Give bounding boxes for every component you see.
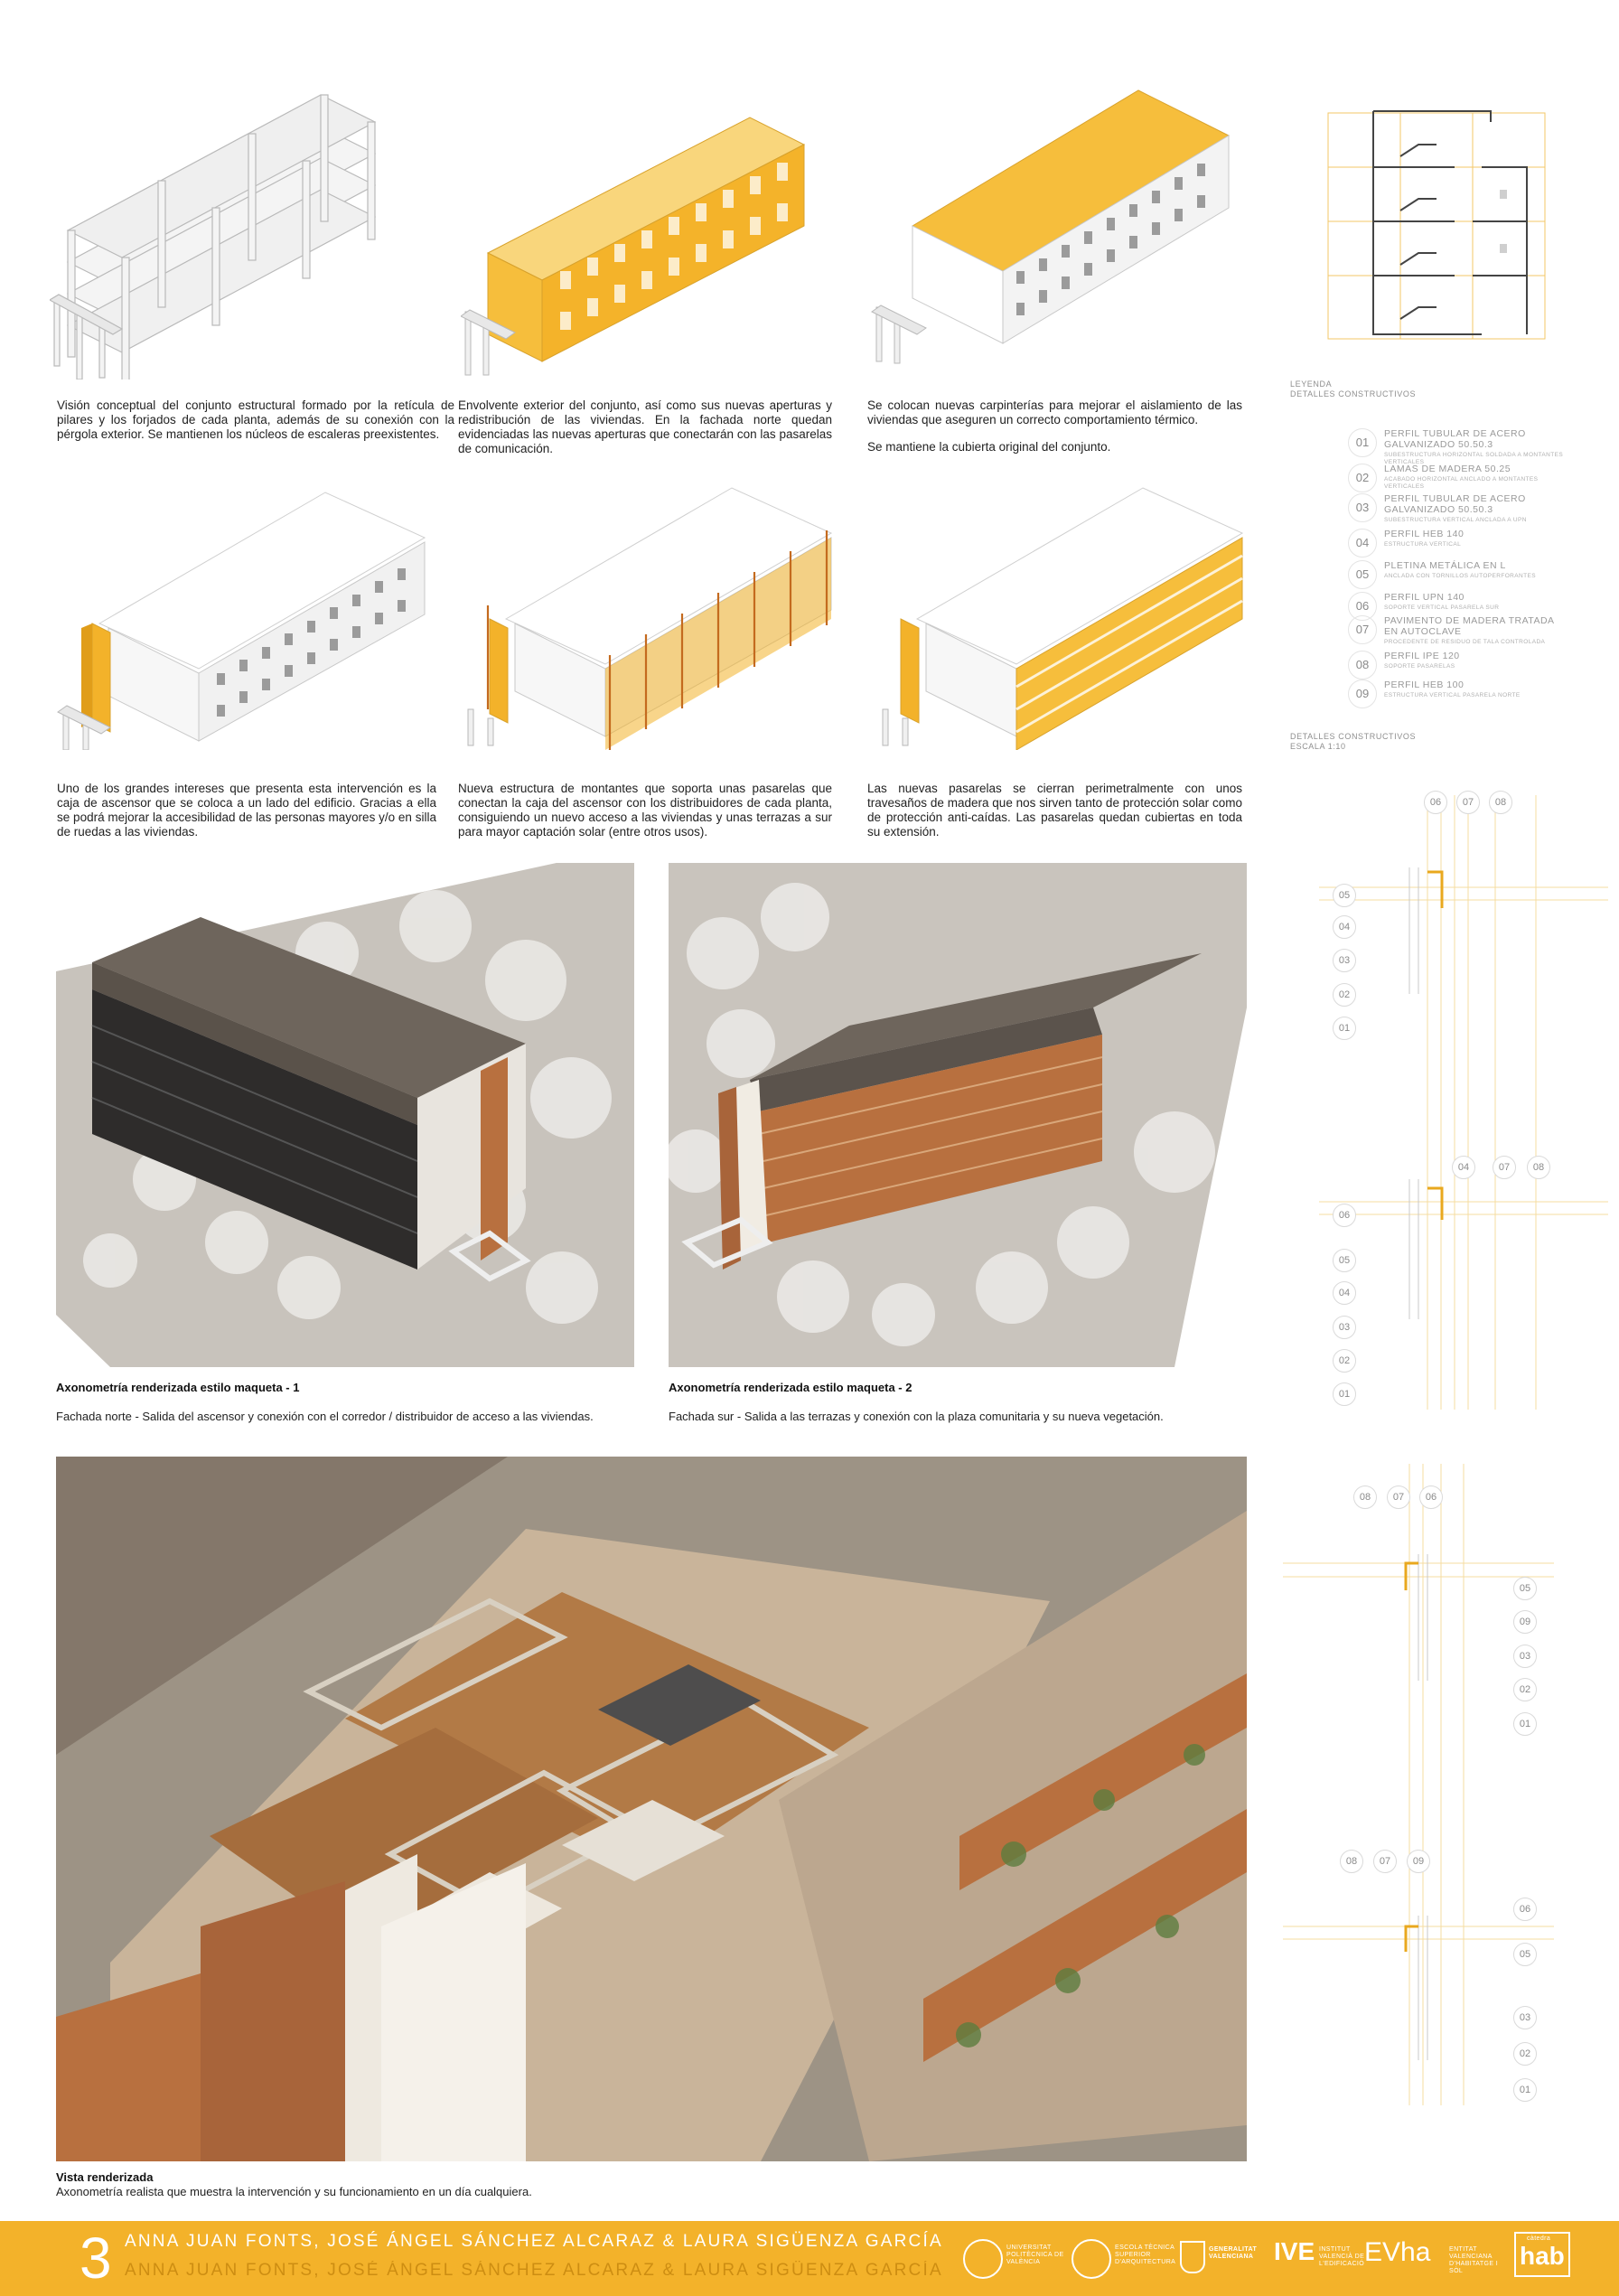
render2-text: Fachada sur - Salida a las terrazas y conexión con la plaza comunitaria y su nueva vegetación. — [669, 1410, 1164, 1423]
construction-details — [1283, 777, 1619, 2105]
legend-item: 03 PERFIL TUBULAR DE ACERO GALVANIZADO 50.50.3 SUBESTRUCTURA VERTICAL ANCLADA A UPN — [1348, 493, 1574, 526]
legend-item: 07 PAVIMENTO DE MADERA TRATADA EN AUTOCLAVE PROCEDENTE DE RESIDUO DE TALA CONTROLADA — [1348, 615, 1574, 648]
render1-title: Axonometría renderizada estilo maqueta - 1 — [56, 1381, 300, 1394]
walkway-caption: Nueva estructura de montantes que soporta unas pasarelas que conectan la caja del ascensor con los distribuidores de cada planta, consiguiendo un nuevo acceso a las viviendas y unas terrazas a sur para mayor captación solar (entre otros usos). — [458, 782, 832, 839]
legend-item: 09 PERFIL HEB 100 ESTRUCTURA VERTICAL PASARELA NORTE — [1348, 679, 1574, 712]
legend-item: 04 PERFIL HEB 140 ESTRUCTURA VERTICAL — [1348, 529, 1574, 561]
render1-text: Fachada norte - Salida del ascensor y conexión con el corredor / distribuidor de acceso a las viviendas. — [56, 1410, 594, 1423]
walkway-structure-diagram — [461, 465, 849, 750]
elevator-diagram — [54, 470, 443, 750]
render3-text: Axonometría realista que muestra la intervención y su funcionamiento en un día cualquiera. — [56, 2185, 532, 2198]
realistic-render — [56, 1457, 1247, 2161]
legend-item: 08 PERFIL IPE 120 SOPORTE PASARELAS — [1348, 651, 1574, 683]
legend-heading: LEYENDA DETALLES CONSTRUCTIVOS — [1290, 380, 1417, 398]
legend-item: 01 PERFIL TUBULAR DE ACERO GALVANIZADO 50.50.3 SUBESTRUCTURA HORIZONTAL SOLDADA A MONTANTES VERTICALES — [1348, 428, 1574, 461]
upv-seal-icon — [963, 2239, 1003, 2279]
model-render-south — [669, 863, 1247, 1367]
authors-line-shadow: ANNA JUAN FONTS, JOSÉ ÁNGEL SÁNCHEZ ALCARAZ & LAURA SIGÜENZA GARCÍA — [125, 2261, 943, 2280]
envelope-caption: Envolvente exterior del conjunto, así como sus nuevas aperturas y redistribución de las viviendas. En la fachada norte quedan evidenciadas las nuevas aperturas que conectarán con las pasarelas de comunicación. — [458, 398, 832, 455]
render2-title: Axonometría renderizada estilo maqueta - 2 — [669, 1381, 912, 1394]
structure-diagram — [50, 90, 438, 380]
scale-heading: DETALLES CONSTRUCTIVOS ESCALA 1:10 — [1290, 732, 1417, 751]
elevator-caption: Uno de los grandes intereses que presenta esta intervención es la caja de ascensor que se coloca a un lado del edificio. Gracias a ella se podrá mejorar la accesibilidad de las personas mayores y/o en silla de ruedas a las viviendas. — [57, 782, 436, 839]
etsa-seal-icon — [1072, 2239, 1111, 2279]
structure-caption: Visión conceptual del conjunto estructural formado por la retícula de pilares y los forjados de cada planta, además de su conexión con la pérgola exterior. Se mantienen los núcleos de escaleras preexistentes. — [57, 398, 454, 441]
legend-item: 02 LAMAS DE MADERA 50.25 ACABADO HORIZONTAL ANCLADO A MONTANTES VERTICALES — [1348, 464, 1574, 496]
section-drawing — [1319, 104, 1554, 343]
gva-shield-icon — [1180, 2241, 1205, 2273]
carpentry-caption: Se colocan nuevas carpinterías para mejorar el aislamiento de las viviendas que aseguren un correcto comportamiento térmico. Se mantiene la cubierta original del conjunto. — [867, 398, 1242, 454]
lattice-diagram — [881, 465, 1260, 750]
render3-title: Vista renderizada — [56, 2170, 154, 2184]
legend-item: 05 PLETINA METÁLICA EN L ANCLADA CON TORNILLOS AUTOPERFORANTES — [1348, 560, 1574, 593]
model-render-north — [56, 863, 634, 1367]
authors-line: ANNA JUAN FONTS, JOSÉ ÁNGEL SÁNCHEZ ALCARAZ & LAURA SIGÜENZA GARCÍA — [125, 2232, 943, 2251]
envelope-diagram — [461, 99, 849, 380]
lattice-caption: Las nuevas pasarelas se cierran perimetralmente con unos travesaños de madera que nos sirven tanto de protección solar como de protección anti-caídas. Las pasarelas quedan cubiertas en toda su extensión. — [867, 782, 1242, 839]
roof-carpentry-diagram — [867, 81, 1256, 370]
sheet-number: 3 — [80, 2226, 112, 2291]
legend-item: 06 PERFIL UPN 140 SOPORTE VERTICAL PASARELA SUR — [1348, 592, 1574, 624]
